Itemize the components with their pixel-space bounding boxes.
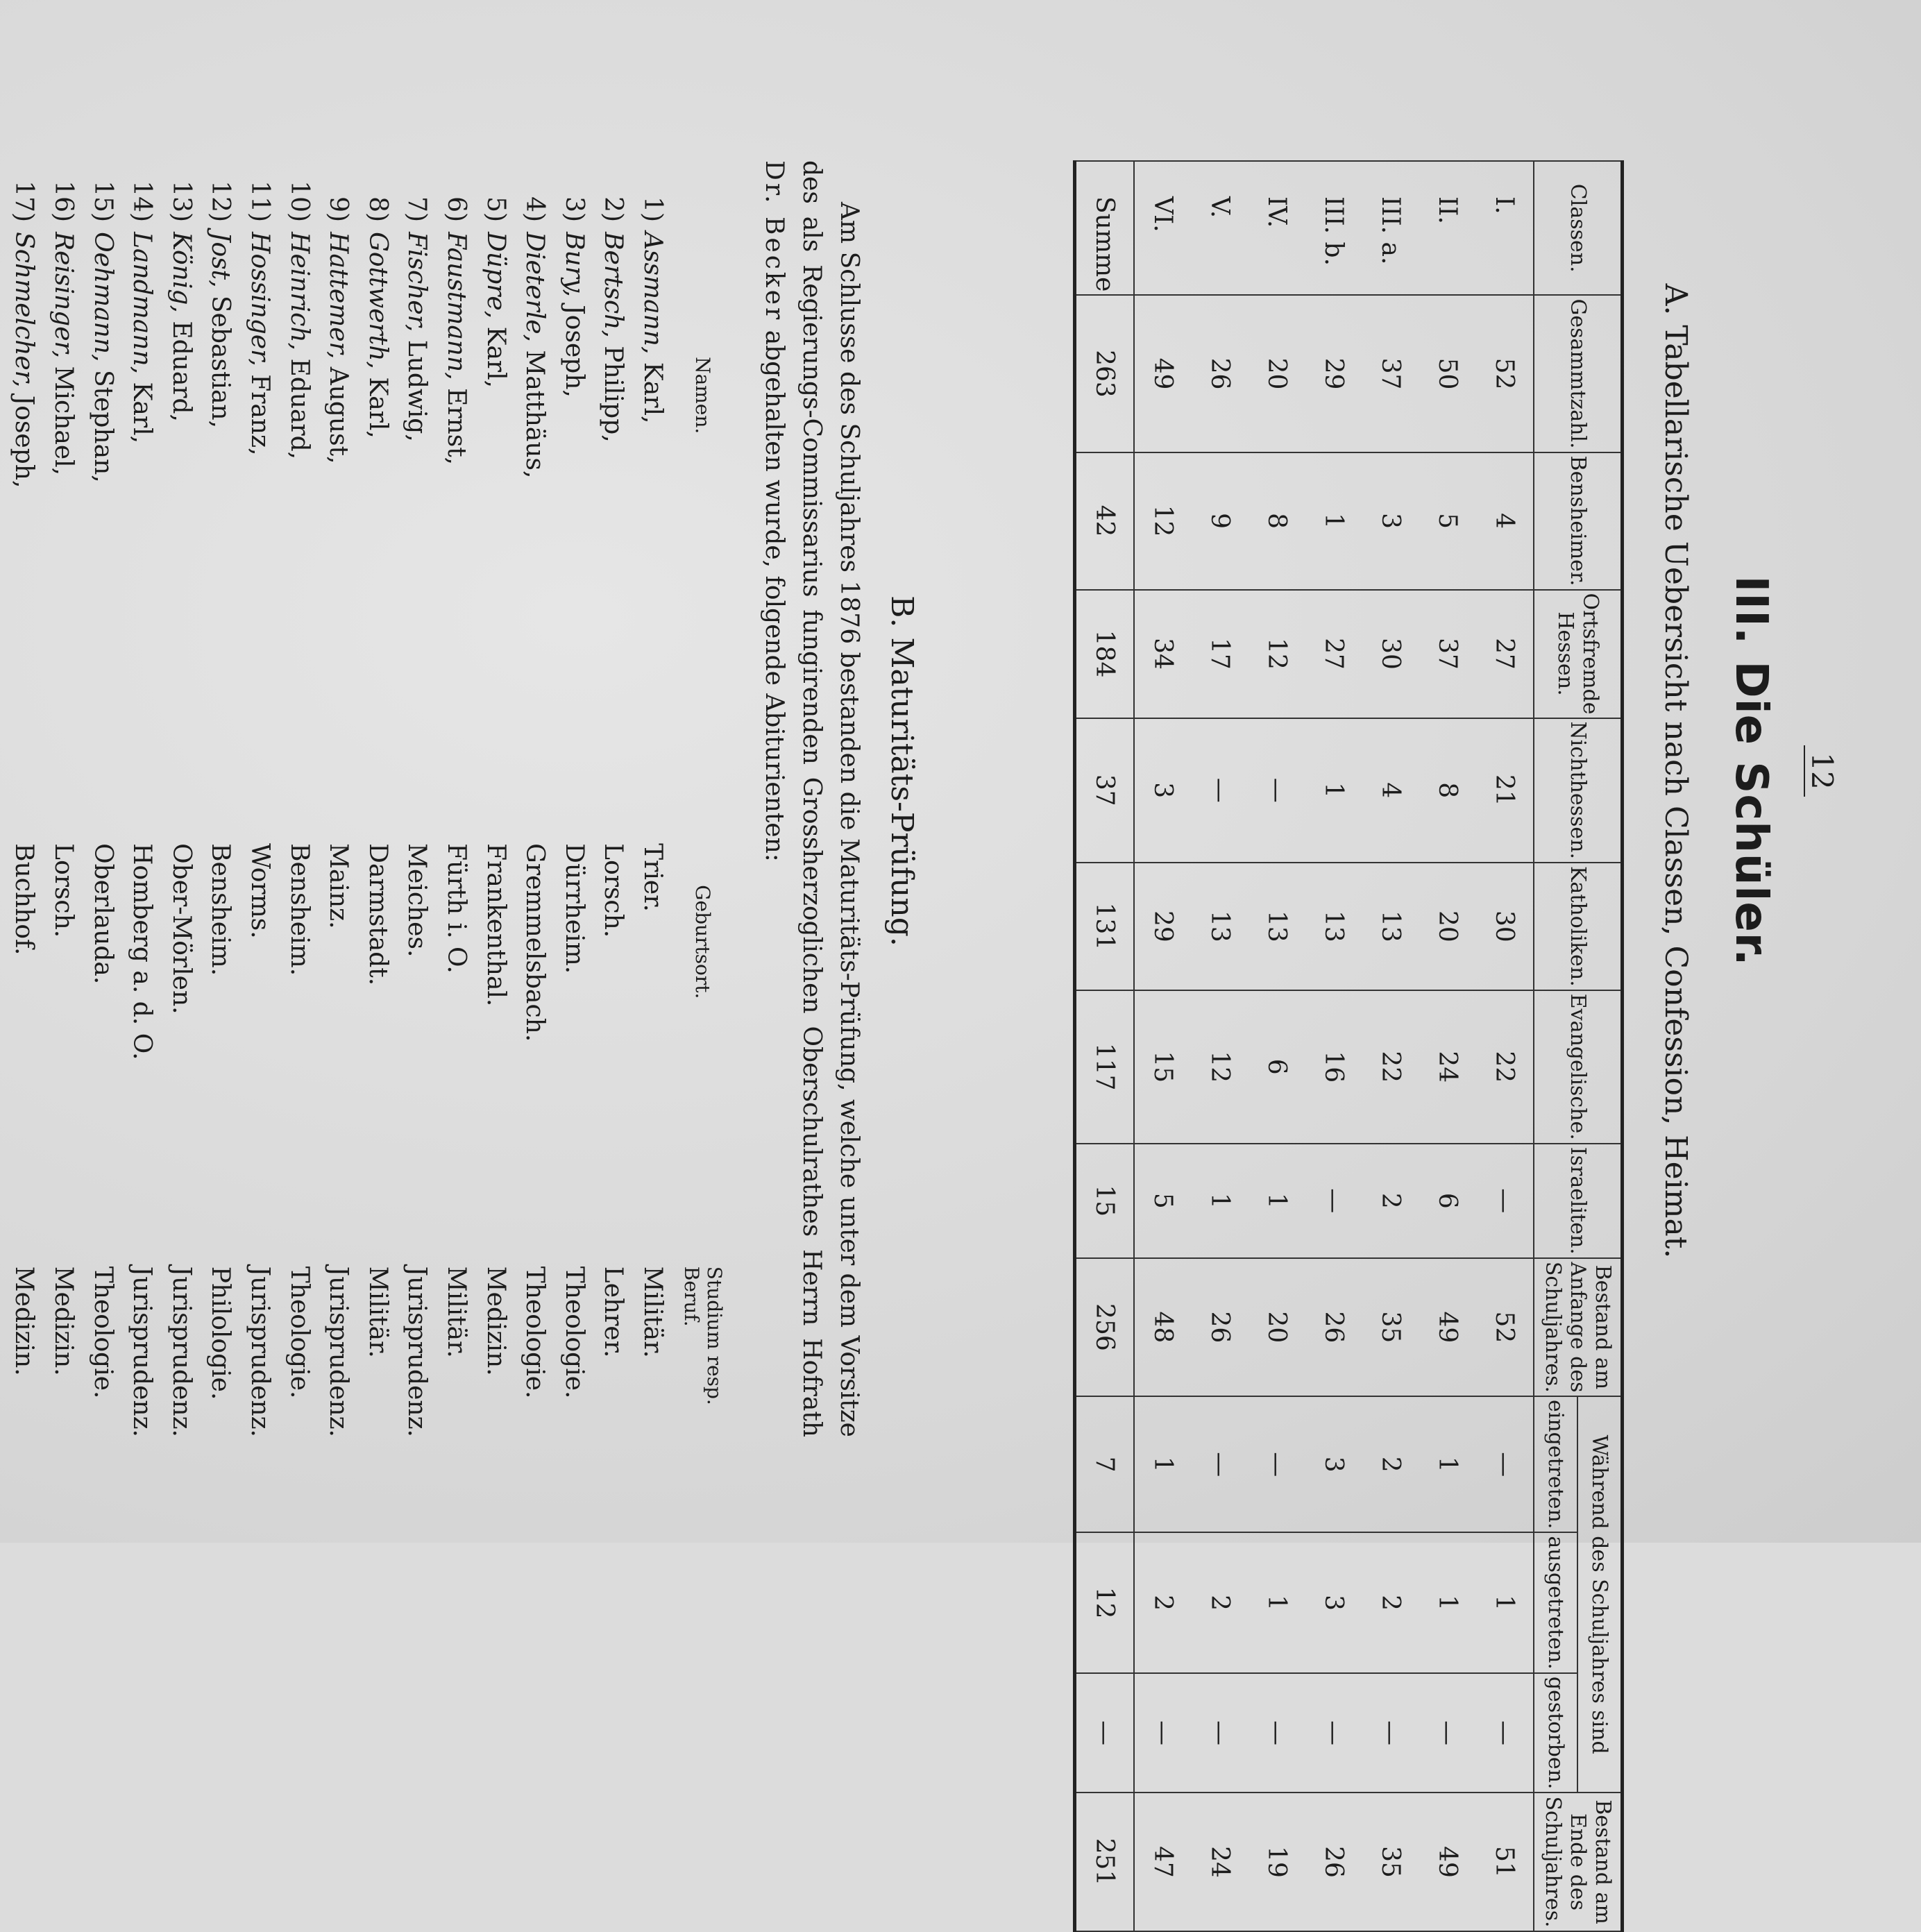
cell-anf: 26: [1192, 1258, 1249, 1396]
page-number: 12: [1805, 77, 1839, 1465]
cell-nicht: 3: [1134, 718, 1192, 863]
student-surname: Bury,: [559, 232, 589, 297]
cell-anf: 52: [1476, 1258, 1534, 1396]
list-item: [357, 160, 397, 1437]
student-firstname: August,: [324, 366, 353, 464]
header-ausgetreten: ausgetreten.: [1534, 1532, 1577, 1672]
list-item: [161, 160, 201, 1437]
student-firstname: Karl,: [638, 362, 667, 424]
student-career: Theologie.: [521, 1266, 550, 1399]
student-surname: Hattemer,: [324, 232, 353, 359]
student-name: [44, 232, 83, 843]
exam-paragraph: [755, 160, 868, 1437]
list-number: 7): [403, 196, 432, 223]
cell-nicht: 1: [1305, 718, 1362, 863]
cell-orts: 37: [1419, 590, 1476, 718]
list-number: 8): [363, 196, 392, 223]
cell-cls: I.: [1476, 161, 1534, 295]
cell-bens: 3: [1362, 452, 1419, 590]
cell-cls: Summe: [1075, 161, 1135, 295]
cell-total: 50: [1419, 295, 1476, 452]
list-number: 6): [442, 196, 471, 223]
cell-isr: 2: [1362, 1144, 1419, 1258]
student-name: [593, 232, 633, 843]
cell-kath: 20: [1419, 863, 1476, 990]
student-surname: Bertsch,: [599, 232, 628, 338]
header-total: Gesammtzahl.: [1534, 295, 1623, 452]
header-ortsfremde: Ortsfremde Hessen.: [1534, 590, 1623, 718]
cell-aus: 1: [1249, 1532, 1305, 1672]
section-b-heading: B. Maturitäts-Prüfung.: [884, 595, 920, 947]
student-surname: Gottwerth,: [363, 232, 392, 369]
student-career: Medizin.: [481, 1266, 510, 1376]
header-gestorben: gestorben.: [1534, 1673, 1577, 1793]
cell-anf: 20: [1249, 1258, 1305, 1396]
table-row: [1362, 161, 1419, 1931]
abiturienten-list: [4, 160, 729, 1437]
student-career: Medizin.: [49, 1266, 78, 1376]
list-number: 11): [246, 180, 275, 223]
student-name: [357, 232, 397, 843]
student-surname: Assmann,: [638, 232, 667, 355]
student-name: [554, 232, 593, 843]
student-career: Militär.: [442, 1266, 471, 1358]
student-birthplace: Bensheim.: [206, 843, 235, 976]
table-row: [1249, 161, 1305, 1931]
list-number: 4): [521, 196, 550, 223]
cell-isr: 1: [1249, 1144, 1305, 1258]
student-name: [475, 232, 515, 843]
cell-cls: II.: [1419, 161, 1476, 295]
cell-evan: 117: [1075, 990, 1135, 1144]
cell-total: 37: [1362, 295, 1419, 452]
student-firstname: Franz,: [246, 374, 275, 456]
student-surname: Landmann,: [128, 232, 157, 375]
cell-nicht: 8: [1419, 718, 1476, 863]
student-birthplace: Bensheim.: [285, 843, 314, 976]
cell-nicht: 4: [1362, 718, 1419, 863]
student-firstname: Ludwig,: [403, 339, 432, 442]
list-item: [239, 160, 279, 1437]
header-studium: Studium resp. Beruf.: [680, 1266, 726, 1405]
student-firstname: Stephan,: [88, 369, 117, 483]
header-israeliten: Israeliten.: [1534, 1144, 1623, 1258]
sum-row: [1075, 161, 1135, 1931]
cell-kath: 13: [1249, 863, 1305, 990]
cell-gest: —: [1075, 1673, 1135, 1793]
cell-cls: III. b.: [1305, 161, 1362, 295]
cell-isr: 15: [1075, 1144, 1135, 1258]
cell-evan: 16: [1305, 990, 1362, 1144]
section-a-heading: A. Tabellarische Uebersicht nach Classen, Confession, Heimat.: [1658, 283, 1693, 1259]
student-firstname: Joseph,: [10, 395, 39, 489]
student-firstname: Michael,: [49, 366, 78, 476]
student-name: [122, 232, 162, 843]
table-row: [1305, 161, 1362, 1931]
student-career: Theologie.: [559, 1266, 589, 1399]
pupil-statistics-table: [1073, 160, 1624, 1932]
student-surname: Oehmann,: [88, 232, 117, 362]
cell-ende: 35: [1362, 1793, 1419, 1931]
paragraph-text-1: Am Schlusse des Schuljahres 1876 bestanden die Maturitäts-Prüfung, welche unter dem Vorsitze des als Regierungs-Commissarius fungirenden Grossherzoglichen Oberschulrathes Herrn Hofrath: [797, 160, 863, 1437]
cell-ende: 251: [1075, 1793, 1135, 1931]
list-item: [397, 160, 437, 1437]
student-surname: Hossinger,: [246, 232, 275, 366]
cell-kath: 13: [1362, 863, 1419, 990]
student-birthplace: Gremmelsbach.: [521, 843, 550, 1042]
cell-gest: —: [1419, 1673, 1476, 1793]
student-name: [319, 232, 358, 843]
list-item: [475, 160, 515, 1437]
cell-aus: 3: [1305, 1532, 1362, 1672]
cell-isr: 5: [1134, 1144, 1192, 1258]
cell-evan: 15: [1134, 990, 1192, 1144]
cell-total: 49: [1134, 295, 1192, 452]
student-birthplace: Lorsch.: [599, 843, 628, 938]
student-name: [201, 232, 240, 843]
student-firstname: Matthäus,: [521, 350, 550, 479]
cell-ein: —: [1192, 1396, 1249, 1532]
list-number: 14): [128, 180, 157, 223]
cell-isr: 1: [1192, 1144, 1249, 1258]
cell-evan: 12: [1192, 990, 1249, 1144]
cell-evan: 24: [1419, 990, 1476, 1144]
student-birthplace: Ober-Mörlen.: [167, 843, 196, 1015]
cell-ein: 1: [1134, 1396, 1192, 1532]
student-career: Jurisprudenz.: [324, 1266, 353, 1437]
cell-gest: —: [1134, 1673, 1192, 1793]
header-bestand-anfang: Bestand am Anfange des Schuljahres.: [1534, 1258, 1623, 1396]
student-career: Militär.: [638, 1266, 667, 1358]
cell-aus: 2: [1134, 1532, 1192, 1672]
list-number: 17): [10, 180, 39, 223]
header-nichthessen: Nichthessen.: [1534, 718, 1623, 863]
student-surname: Dieterle,: [521, 232, 550, 342]
cell-gest: —: [1192, 1673, 1249, 1793]
cell-bens: 8: [1249, 452, 1305, 590]
student-name: [397, 232, 437, 843]
cell-anf: 256: [1075, 1258, 1135, 1396]
list-number: 13): [167, 180, 196, 223]
list-number: 12): [206, 180, 235, 223]
cell-evan: 22: [1362, 990, 1419, 1144]
student-career: Theologie.: [88, 1266, 117, 1399]
cell-gest: —: [1362, 1673, 1419, 1793]
cell-total: 26: [1192, 295, 1249, 452]
list-item: [44, 160, 83, 1437]
cell-aus: 2: [1192, 1532, 1249, 1672]
cell-nicht: 21: [1476, 718, 1534, 863]
student-birthplace: Meiches.: [403, 843, 432, 958]
student-birthplace: Oberlauda.: [88, 843, 117, 985]
header-evangelische: Evangelische.: [1534, 990, 1623, 1144]
cell-cls: V.: [1192, 161, 1249, 295]
cell-total: 29: [1305, 295, 1362, 452]
cell-cls: VI.: [1134, 161, 1192, 295]
rotated-document-page: [10, 77, 1853, 1928]
header-bensheimer: Bensheimer.: [1534, 452, 1623, 590]
cell-anf: 26: [1305, 1258, 1362, 1396]
student-career: Theologie.: [285, 1266, 314, 1399]
student-firstname: Sebastian,: [206, 296, 235, 429]
header-eingetreten: eingetreten.: [1534, 1396, 1577, 1532]
student-birthplace: Lorsch.: [49, 843, 78, 938]
header-katholiken: Katholiken.: [1534, 863, 1623, 990]
header-bestand-ende: Bestand am Ende des Schuljahres.: [1534, 1793, 1623, 1931]
student-name: [632, 232, 672, 843]
cell-anf: 49: [1419, 1258, 1476, 1396]
list-number: 3): [559, 196, 589, 223]
cell-isr: 6: [1419, 1144, 1476, 1258]
student-surname: Fischer,: [403, 232, 432, 332]
cell-ein: 2: [1362, 1396, 1419, 1532]
list-item: [83, 160, 122, 1437]
student-surname: Heinrich,: [285, 232, 314, 350]
cell-bens: 42: [1075, 452, 1135, 590]
student-birthplace: Homberg a. d. O.: [128, 843, 157, 1060]
cell-bens: 5: [1419, 452, 1476, 590]
student-career: Jurisprudenz.: [167, 1266, 196, 1437]
table-row: [1476, 161, 1534, 1931]
list-number: 2): [599, 196, 628, 223]
cell-aus: 1: [1476, 1532, 1534, 1672]
table-row: [1192, 161, 1249, 1931]
paragraph-text-2: abgehalten wurde, folgende Abiturienten:: [760, 322, 788, 862]
student-birthplace: Fürth i. O.: [442, 843, 471, 974]
cell-nicht: —: [1192, 718, 1249, 863]
student-surname: Düpre,: [481, 232, 510, 319]
cell-ende: 47: [1134, 1793, 1192, 1931]
student-birthplace: Frankenthal.: [481, 843, 510, 1007]
student-name: [239, 232, 279, 843]
student-firstname: Eduard,: [167, 321, 196, 422]
cell-orts: 184: [1075, 590, 1135, 718]
cell-total: 20: [1249, 295, 1305, 452]
list-item: [319, 160, 358, 1437]
student-firstname: Eduard,: [285, 358, 314, 460]
student-name: [4, 232, 44, 843]
student-career: Philologie.: [206, 1266, 235, 1400]
cell-gest: —: [1249, 1673, 1305, 1793]
cell-bens: 4: [1476, 452, 1534, 590]
student-firstname: Karl,: [481, 326, 510, 389]
cell-total: 52: [1476, 295, 1534, 452]
student-firstname: Karl,: [363, 377, 392, 439]
student-firstname: Joseph,: [559, 305, 589, 398]
list-item: [515, 160, 555, 1437]
student-birthplace: Mainz.: [324, 843, 353, 929]
list-item: [436, 160, 475, 1437]
cell-cls: IV.: [1249, 161, 1305, 295]
student-name: [515, 232, 555, 843]
cell-orts: 34: [1134, 590, 1192, 718]
student-career: Jurisprudenz.: [246, 1266, 275, 1437]
student-birthplace: Worms.: [246, 843, 275, 939]
cell-nicht: 37: [1075, 718, 1135, 863]
table-row: [1419, 161, 1476, 1931]
cell-orts: 27: [1476, 590, 1534, 718]
student-surname: Jost,: [206, 232, 235, 288]
cell-evan: 6: [1249, 990, 1305, 1144]
list-number: 16): [49, 180, 78, 223]
cell-bens: 12: [1134, 452, 1192, 590]
paragraph-examiner-name: Dr. Becker: [760, 160, 788, 323]
list-item: [632, 160, 672, 1437]
cell-cls: III. a.: [1362, 161, 1419, 295]
cell-isr: —: [1476, 1144, 1534, 1258]
list-number: 15): [88, 180, 117, 223]
student-career: Medizin.: [10, 1266, 39, 1376]
cell-ein: 7: [1075, 1396, 1135, 1532]
table-row: [1134, 161, 1192, 1931]
cell-gest: —: [1476, 1673, 1534, 1793]
list-item: [554, 160, 593, 1437]
student-birthplace: Dürrheim.: [559, 843, 589, 974]
cell-isr: —: [1305, 1144, 1362, 1258]
cell-gest: —: [1305, 1673, 1362, 1793]
student-name: [279, 232, 319, 843]
student-birthplace: Trier.: [638, 843, 667, 912]
cell-kath: 13: [1305, 863, 1362, 990]
cell-aus: 1: [1419, 1532, 1476, 1672]
cell-ende: 19: [1249, 1793, 1305, 1931]
student-firstname: Karl,: [128, 382, 157, 444]
cell-ein: 1: [1419, 1396, 1476, 1532]
student-name: [161, 232, 201, 843]
list-item: [279, 160, 319, 1437]
cell-kath: 13: [1192, 863, 1249, 990]
cell-evan: 22: [1476, 990, 1534, 1144]
student-surname: Faustmann,: [442, 232, 471, 380]
student-name: [83, 232, 122, 843]
list-number: 10): [285, 180, 314, 223]
list-item: [201, 160, 240, 1437]
cell-anf: 48: [1134, 1258, 1192, 1396]
list-number: 5): [481, 196, 510, 223]
student-birthplace: Darmstadt.: [363, 843, 392, 986]
header-waehrend: Während des Schuljahres sind: [1577, 1396, 1623, 1793]
cell-ende: 51: [1476, 1793, 1534, 1931]
cell-bens: 1: [1305, 452, 1362, 590]
cell-total: 263: [1075, 295, 1135, 452]
list-item: [4, 160, 44, 1437]
cell-orts: 27: [1305, 590, 1362, 718]
student-firstname: Ernst,: [442, 388, 471, 466]
student-birthplace: Buchhof.: [10, 843, 39, 956]
student-career: Jurisprudenz.: [403, 1266, 432, 1437]
student-career: Militär.: [363, 1266, 392, 1358]
cell-kath: 29: [1134, 863, 1192, 990]
cell-bens: 9: [1192, 452, 1249, 590]
student-surname: König,: [167, 232, 196, 313]
cell-ein: —: [1476, 1396, 1534, 1532]
cell-kath: 131: [1075, 863, 1135, 990]
cell-ende: 49: [1419, 1793, 1476, 1931]
list-item: [122, 160, 162, 1437]
cell-ende: 24: [1192, 1793, 1249, 1931]
cell-ein: —: [1249, 1396, 1305, 1532]
list-number: 1): [638, 196, 667, 223]
cell-aus: 2: [1362, 1532, 1419, 1672]
student-career: Jurisprudenz.: [128, 1266, 157, 1437]
student-career: Lehrer.: [599, 1266, 628, 1358]
cell-anf: 35: [1362, 1258, 1419, 1396]
cell-nicht: —: [1249, 718, 1305, 863]
header-geburtsort: Geburtsort.: [691, 885, 715, 999]
chapter-heading: III. Die Schüler.: [1725, 575, 1777, 967]
student-surname: Reisinger,: [49, 232, 78, 359]
cell-orts: 12: [1249, 590, 1305, 718]
header-classes: Classen.: [1534, 161, 1623, 295]
student-name: [436, 232, 475, 843]
header-namen: Namen.: [691, 357, 715, 434]
cell-orts: 17: [1192, 590, 1249, 718]
cell-ende: 26: [1305, 1793, 1362, 1931]
student-firstname: Philipp,: [599, 346, 628, 443]
cell-aus: 12: [1075, 1532, 1135, 1672]
cell-ein: 3: [1305, 1396, 1362, 1532]
cell-kath: 30: [1476, 863, 1534, 990]
cell-orts: 30: [1362, 590, 1419, 718]
list-number: 9): [324, 196, 353, 223]
list-item: [593, 160, 633, 1437]
student-surname: Schmelcher,: [10, 232, 39, 388]
